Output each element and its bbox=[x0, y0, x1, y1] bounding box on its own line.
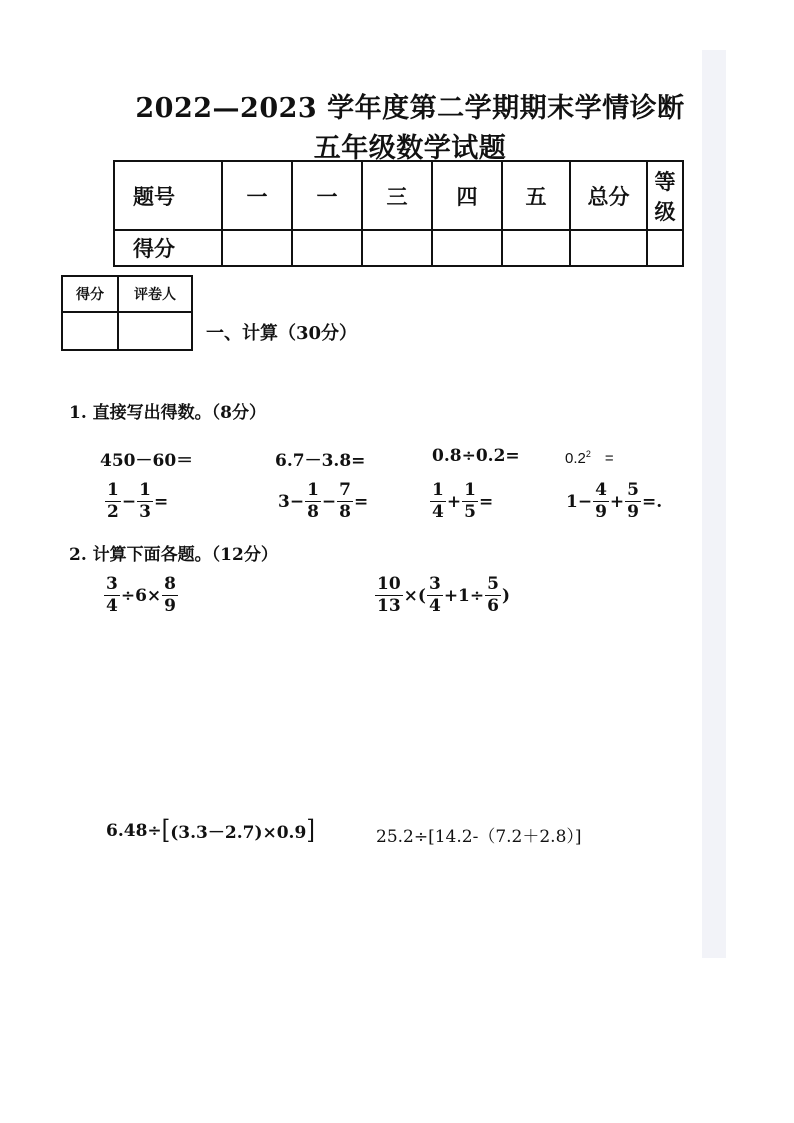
fraction: $\frac{1}{2}$ bbox=[107, 480, 119, 522]
problem-1g: $\frac{1}{4}$ + $\frac{1}{5}$ = bbox=[432, 480, 494, 522]
score-table-cell: 一 bbox=[222, 161, 292, 230]
fraction: $\frac{1}{3}$ bbox=[139, 480, 151, 522]
problem-2c: 6.48÷ [ (3.3－2.7)×0.9 ] bbox=[106, 815, 315, 846]
score-table-score-row bbox=[114, 230, 683, 266]
exam-subtitle: 五年级数学试题 bbox=[313, 133, 507, 164]
problem-2d: 25.2÷[14.2-（7.2＋2.8）] bbox=[376, 827, 582, 847]
scrollbar[interactable] bbox=[702, 50, 726, 958]
score-table-blank bbox=[222, 230, 292, 266]
fraction: $\frac{8}{9}$ bbox=[164, 574, 177, 616]
fraction: $\frac{3}{4}$ bbox=[106, 574, 118, 616]
fraction: $\frac{1}{4}$ bbox=[432, 480, 444, 522]
problem-1d bbox=[565, 449, 614, 467]
score-table-blank bbox=[292, 230, 362, 266]
problem-1h: 1− $\frac{4}{9}$ + $\frac{5}{9}$ =. bbox=[566, 480, 663, 522]
score-table-cell: 等级 bbox=[647, 161, 683, 230]
problem-1c: 0.8÷0.2= bbox=[432, 446, 520, 466]
fraction: $\frac{3}{4}$ bbox=[428, 574, 441, 616]
problem-1a: 450－60＝ bbox=[100, 451, 194, 471]
score-table-cell: 一 bbox=[292, 161, 362, 230]
fraction: $\frac{5}{9}$ bbox=[627, 480, 640, 522]
score-table-cell: 总分 bbox=[570, 161, 647, 230]
score-table-blank bbox=[502, 230, 570, 266]
question-title: 2. 计算下面各题。（12分） bbox=[69, 545, 278, 565]
problem-2a: $\frac{3}{4}$ ÷6× $\frac{8}{9}$ bbox=[106, 574, 177, 616]
score-table-blank bbox=[570, 230, 647, 266]
problem-2b: $\frac{10}{13}$ ×( $\frac{3}{4}$ +1÷ $\frac{5}{6}$ ) bbox=[377, 574, 511, 616]
problem-1f: 3− $\frac{1}{8}$ − $\frac{7}{8}$ = bbox=[278, 480, 369, 522]
problem-1b: 6.7－3.8= bbox=[275, 451, 366, 471]
problem-1d-exponent: 2 bbox=[585, 449, 591, 459]
grader-box bbox=[61, 275, 193, 351]
fraction: $\frac{4}{9}$ bbox=[595, 480, 607, 522]
fraction: $\frac{1}{5}$ bbox=[464, 480, 476, 522]
problem-1d-base: 0.2 bbox=[565, 450, 586, 467]
grader-score-blank bbox=[62, 312, 118, 350]
score-table-cell: 得分 bbox=[114, 230, 222, 266]
fraction: $\frac{1}{8}$ bbox=[307, 480, 319, 522]
score-table-blank bbox=[647, 230, 683, 266]
score-table bbox=[113, 160, 684, 267]
section-title: 一、计算（30分） bbox=[206, 323, 358, 344]
grader-name-blank bbox=[118, 312, 192, 350]
fraction: $\frac{7}{8}$ bbox=[339, 480, 352, 522]
fraction: $\frac{10}{13}$ bbox=[377, 574, 401, 616]
problem-1e: $\frac{1}{2}$ − $\frac{1}{3}$ = bbox=[107, 480, 169, 522]
score-table-blank bbox=[362, 230, 432, 266]
score-table-cell: 题号 bbox=[114, 161, 222, 230]
grader-score-label: 得分 bbox=[62, 276, 118, 312]
score-table-header-row bbox=[114, 161, 683, 230]
question-title: 1. 直接写出得数。（8分） bbox=[69, 403, 266, 423]
exam-title: 2022—2023 学年度第二学期期末学情诊断 bbox=[135, 93, 685, 124]
problem-1d-equals: = bbox=[604, 450, 614, 467]
score-table-cell: 五 bbox=[502, 161, 570, 230]
score-table-cell: 四 bbox=[432, 161, 502, 230]
fraction: $\frac{5}{6}$ bbox=[487, 574, 499, 616]
score-table-cell: 三 bbox=[362, 161, 432, 230]
score-table-blank bbox=[432, 230, 502, 266]
grader-name-label: 评卷人 bbox=[118, 276, 192, 312]
